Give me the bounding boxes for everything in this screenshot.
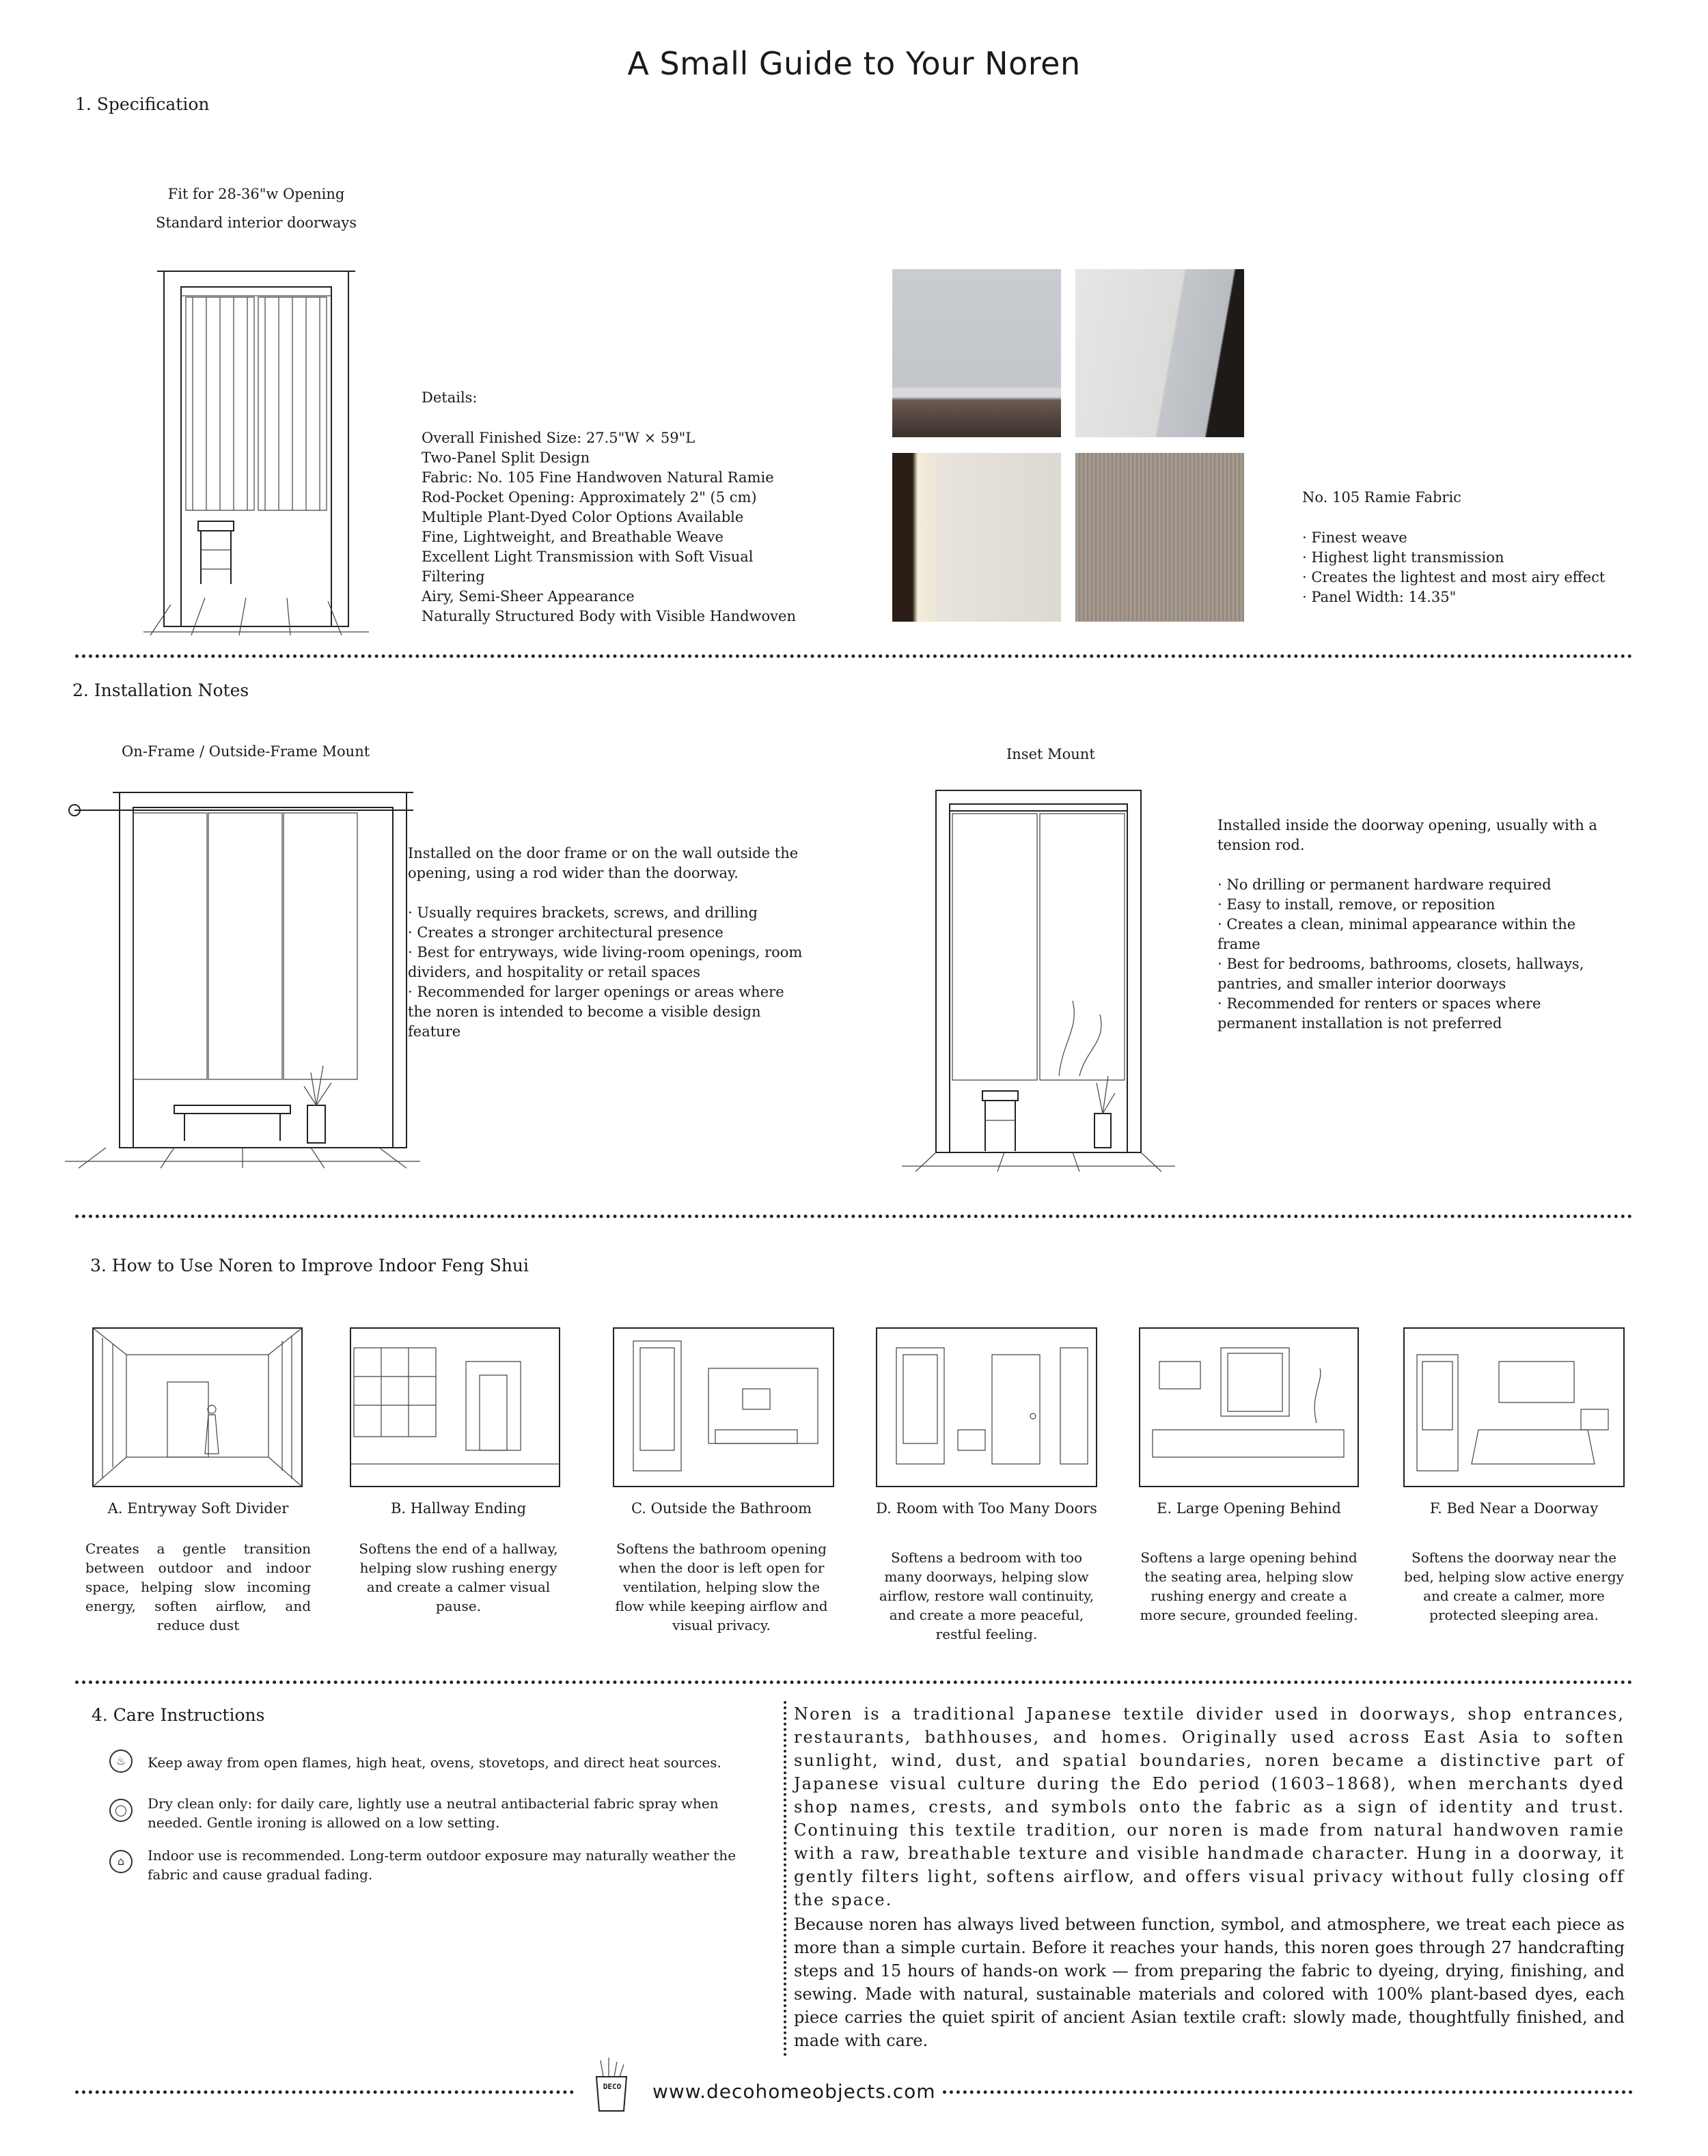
detail-line: Two-Panel Split Design [422,450,590,466]
fabric-photo-hem [892,269,1061,437]
outside-mount-illustration [65,779,420,1168]
inset-mount-point: · No drilling or permanent hardware required [1217,876,1552,893]
detail-line: Multiple Plant-Dyed Color Options Available [422,509,744,525]
fengshui-title-b: B. Hallway Ending [390,1500,527,1517]
about-paragraph-1: Noren is a traditional Japanese textile divider used in doorways, shop entrances, restaurants, bathhouses, and homes. Originally used across East Asia to soften sunlight, wind, dust, and spatial boundaries, noren became a distinctive part of Japanese visual culture during the Edo period (1603–1868), when merchants dyed shop names, crests, and symbols onto the fabric as a sign of identity and trust. Continuing this textile tradition, our noren is made from natural handwoven ramie with a raw, breathable texture and visible handmade character. Hung in a doorway, it gently filters light, softens airflow, and offers visual privacy without fully closing off the space. [794,1704,1625,1909]
fengshui-text-d: Softens a bedroom with too many doorways, helping slow airflow, restore wall continuity, and create a more peaceful, restful feeling. [879,1549,1094,1642]
detail-line: Airy, Semi-Sheer Appearance [422,588,635,605]
scene-hallway [350,1327,560,1487]
fengshui-title-d: D. Room with Too Many Doors [876,1500,1097,1517]
fengshui-text-f: Softens the doorway near the bed, helping slow active energy and create a calmer, more protected sleeping area. [1404,1549,1624,1623]
outside-mount-point: · Best for entryways, wide living-room openings, room dividers, and hospitality or retail spaces [408,944,803,980]
inset-mount-text [1217,816,1600,1034]
fengshui-title-e: E. Large Opening Behind [1157,1500,1341,1517]
care-item-text: Keep away from open flames, high heat, ovens, stovetops, and direct heat sources. [148,1754,721,1771]
about-paragraph-2: Because noren has always lived between function, symbol, and atmosphere, we treat each piece as more than a simple curtain. Before it reaches your hands, this noren goes through 27 handcrafting steps and 15 hours of hands-on work — from preparing the fabric to dyeing, drying, finishing, and sewing. Made with natural, sustainable materials and colored with 100% plant-based dyes, each piece carries the quiet spirit of ancient Asian textile craft: slowly made, thoughtfully finished, and made with care. [794,1915,1625,2050]
fabric-point: · Panel Width: 14.35" [1302,589,1457,605]
fengshui-title-a: A. Entryway Soft Divider [107,1500,289,1517]
inset-mount-label: Inset Mount [1006,746,1095,762]
inset-mount-point: · Easy to install, remove, or reposition [1217,896,1496,913]
scene-bed-doorway [1403,1327,1625,1487]
dry-clean-icon: ◯ [109,1799,133,1822]
fabric-point: · Finest weave [1302,529,1407,546]
detail-line: Rod-Pocket Opening: Approximately 2" (5 cm) [422,489,757,506]
outside-mount-point: · Recommended for larger openings or areas where the noren is intended to become a visible design feature [408,984,784,1040]
scene-entryway [92,1327,303,1487]
section-divider [75,1215,1633,1218]
care-item-text: Dry clean only: for daily care, lightly use a neutral antibacterial fabric spray when needed. Gentle ironing is allowed on a low setting. [148,1795,719,1831]
fabric-photo-light [892,453,1061,622]
fabric-heading: No. 105 Ramie Fabric [1302,489,1461,506]
scene-bathroom [613,1327,834,1487]
detail-line: Naturally Structured Body with Visible Handwoven [422,608,796,624]
fit-sublabel: Standard interior doorways [155,215,357,231]
footer-divider-left [75,2090,574,2094]
website-link[interactable]: www.decohomeobjects.com [652,2080,936,2103]
fengshui-text-a: Creates a gentle transition between outdoor and indoor space, helping slow incoming energy, soften airflow, and reduce dust [85,1540,311,1633]
install-heading: 2. Installation Notes [72,680,249,700]
fabric-point: · Creates the lightest and most airy effect [1302,569,1606,585]
fabric-point: · Highest light transmission [1302,549,1504,566]
scene-large-opening [1139,1327,1359,1487]
outside-mount-label: On-Frame / Outside-Frame Mount [122,743,370,760]
fengshui-heading: 3. How to Use Noren to Improve Indoor Feng Shui [90,1256,529,1275]
brand-logo-text: DECO [603,2082,622,2091]
fabric-photo-texture [1075,453,1244,622]
details-block [422,388,804,626]
inset-mount-point: · Recommended for renters or spaces where permanent installation is not preferred [1217,995,1541,1032]
scene-many-doors [876,1327,1097,1487]
spec-heading: 1. Specification [75,94,210,114]
details-heading: Details: [422,389,478,406]
detail-line: Fine, Lightweight, and Breathable Weave [422,529,724,545]
fit-label: Fit for 28-36"w Opening [167,186,345,202]
page-title: A Small Guide to Your Noren [627,45,1081,82]
inset-mount-point: · Best for bedrooms, bathrooms, closets, hallways, pantries, and smaller interior doorways [1217,956,1584,992]
detail-line: Overall Finished Size: 27.5"W × 59"L [422,430,695,446]
fengshui-text-c: Softens the bathroom opening when the door is left open for ventilation, helping slow the flow while keeping airflow and visual privacy. [615,1540,828,1633]
detail-line: Fabric: No. 105 Fine Handwoven Natural Ramie [422,469,774,486]
indoor-home-icon: ⌂ [109,1850,133,1873]
fengshui-title-c: C. Outside the Bathroom [631,1500,812,1517]
footer-divider-right [943,2090,1633,2094]
outside-mount-intro: Installed on the door frame or on the wall outside the opening, using a rod wider than the doorway. [408,845,799,881]
column-divider [784,1701,786,2056]
care-heading: 4. Care Instructions [92,1705,265,1725]
inset-mount-illustration [902,782,1175,1172]
care-item-text: Indoor use is recommended. Long-term outdoor exposure may naturally weather the fabric and cause gradual fading. [148,1847,736,1883]
fabric-photo-drape [1075,269,1244,437]
outside-mount-point: · Creates a stronger architectural presence [408,924,724,941]
detail-line: Excellent Light Transmission with Soft Visual Filtering [422,549,754,585]
inset-mount-intro: Installed inside the doorway opening, usually with a tension rod. [1217,817,1597,853]
fabric-info [1302,488,1644,607]
fengshui-title-f: F. Bed Near a Doorway [1429,1500,1599,1517]
section-divider [75,1681,1633,1684]
flame-icon: ♨ [109,1750,133,1773]
outside-mount-text [408,844,811,1042]
fengshui-text-e: Softens a large opening behind the seating area, helping slow rushing energy and create a more secure, grounded feeling. [1140,1549,1358,1623]
noren-doorway-illustration [143,263,369,639]
section-divider [75,654,1633,658]
inset-mount-point: · Creates a clean, minimal appearance within the frame [1217,916,1576,952]
fengshui-text-b: Softens the end of a hallway, helping slow rushing energy and create a calmer visual pause. [359,1540,558,1614]
outside-mount-point: · Usually requires brackets, screws, and drilling [408,904,758,921]
